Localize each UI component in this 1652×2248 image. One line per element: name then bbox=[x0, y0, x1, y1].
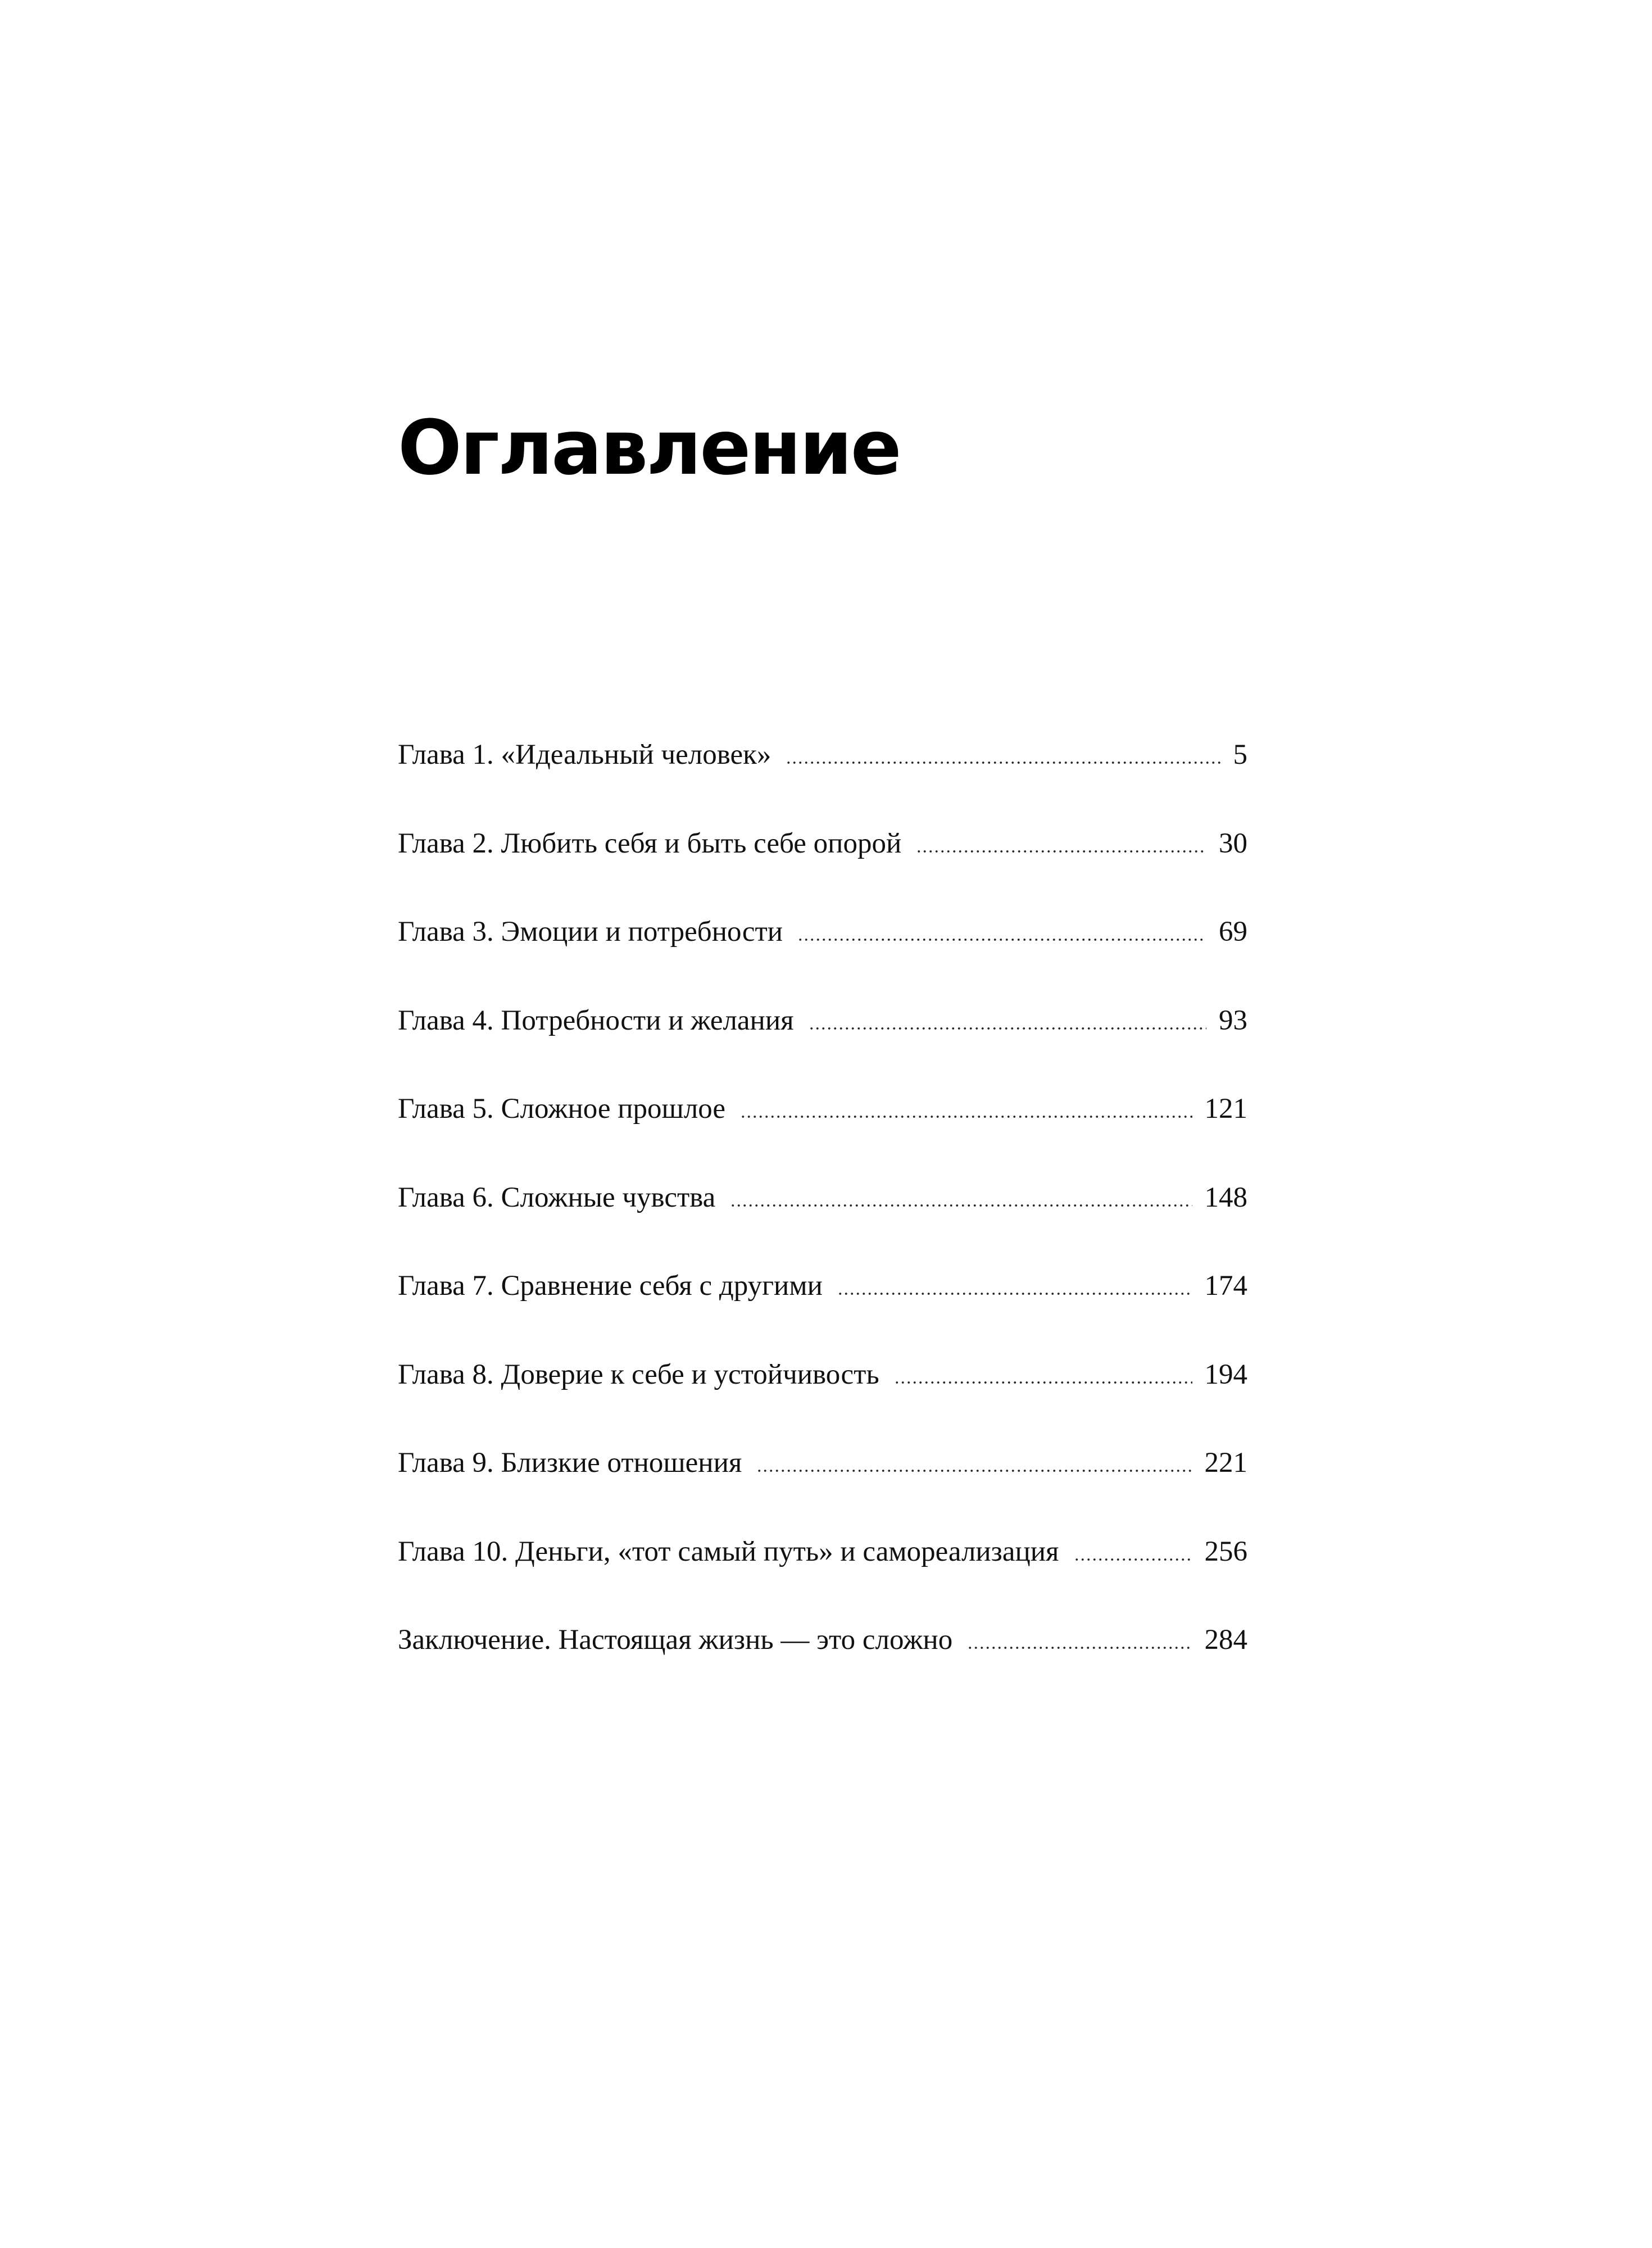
toc-entry-title: Глава 4. Потребности и желания bbox=[398, 1004, 794, 1036]
toc-entry-title: Глава 2. Любить себя и быть себе опорой bbox=[398, 827, 902, 859]
toc-entry-title: Глава 8. Доверие к себе и устойчивость bbox=[398, 1358, 879, 1390]
toc-entry-title: Глава 10. Деньги, «тот самый путь» и самореализация bbox=[398, 1535, 1059, 1567]
toc-page-number: 221 bbox=[1204, 1447, 1247, 1479]
dot-leader bbox=[756, 1470, 1192, 1472]
dot-leader bbox=[1074, 1558, 1192, 1561]
dot-leader bbox=[786, 762, 1220, 764]
toc-page-number: 30 bbox=[1219, 827, 1247, 859]
toc-entry-chapter-6 bbox=[398, 1181, 1247, 1272]
toc-entry-conclusion bbox=[398, 1626, 1247, 1715]
toc-page-number: 93 bbox=[1219, 1004, 1247, 1036]
toc-page-number: 121 bbox=[1204, 1093, 1247, 1125]
toc-entry-chapter-2 bbox=[398, 827, 1247, 918]
toc-entry-chapter-3 bbox=[398, 918, 1247, 1007]
toc-entry-title: Глава 1. «Идеальный человек» bbox=[398, 739, 771, 771]
table-of-contents bbox=[398, 741, 1247, 1715]
toc-entry-title: Глава 6. Сложные чувства bbox=[398, 1181, 716, 1213]
dot-leader bbox=[894, 1381, 1192, 1384]
toc-entry-chapter-8 bbox=[398, 1358, 1247, 1449]
toc-entry-chapter-5 bbox=[398, 1095, 1247, 1184]
toc-page-number: 256 bbox=[1204, 1535, 1247, 1567]
toc-entry-title: Глава 3. Эмоции и потребности bbox=[398, 916, 783, 948]
toc-page-number: 284 bbox=[1204, 1624, 1247, 1656]
toc-entry-title: Глава 9. Близкие отношения bbox=[398, 1447, 742, 1479]
dot-leader bbox=[837, 1293, 1192, 1295]
toc-entry-title: Глава 5. Сложное прошлое bbox=[398, 1093, 726, 1125]
toc-entry-chapter-1 bbox=[398, 741, 1247, 830]
page-title: Оглавление bbox=[398, 404, 900, 492]
toc-entry-title: Глава 7. Сравнение себя с другими bbox=[398, 1270, 823, 1302]
toc-entry-title: Заключение. Настоящая жизнь — это сложно bbox=[398, 1624, 953, 1656]
dot-leader bbox=[730, 1204, 1192, 1207]
dot-leader bbox=[916, 850, 1206, 853]
toc-entry-chapter-10 bbox=[398, 1535, 1247, 1626]
toc-entry-chapter-4 bbox=[398, 1004, 1247, 1095]
toc-page-number: 174 bbox=[1204, 1270, 1247, 1302]
toc-entry-chapter-9 bbox=[398, 1449, 1247, 1538]
dot-leader bbox=[797, 939, 1206, 941]
dot-leader bbox=[967, 1647, 1192, 1649]
toc-page-number: 148 bbox=[1204, 1181, 1247, 1213]
toc-page-number: 69 bbox=[1219, 916, 1247, 948]
dot-leader bbox=[740, 1116, 1192, 1118]
dot-leader bbox=[809, 1027, 1206, 1030]
toc-page-number: 194 bbox=[1204, 1358, 1247, 1390]
toc-page-number: 5 bbox=[1233, 739, 1247, 771]
toc-entry-chapter-7 bbox=[398, 1272, 1247, 1361]
